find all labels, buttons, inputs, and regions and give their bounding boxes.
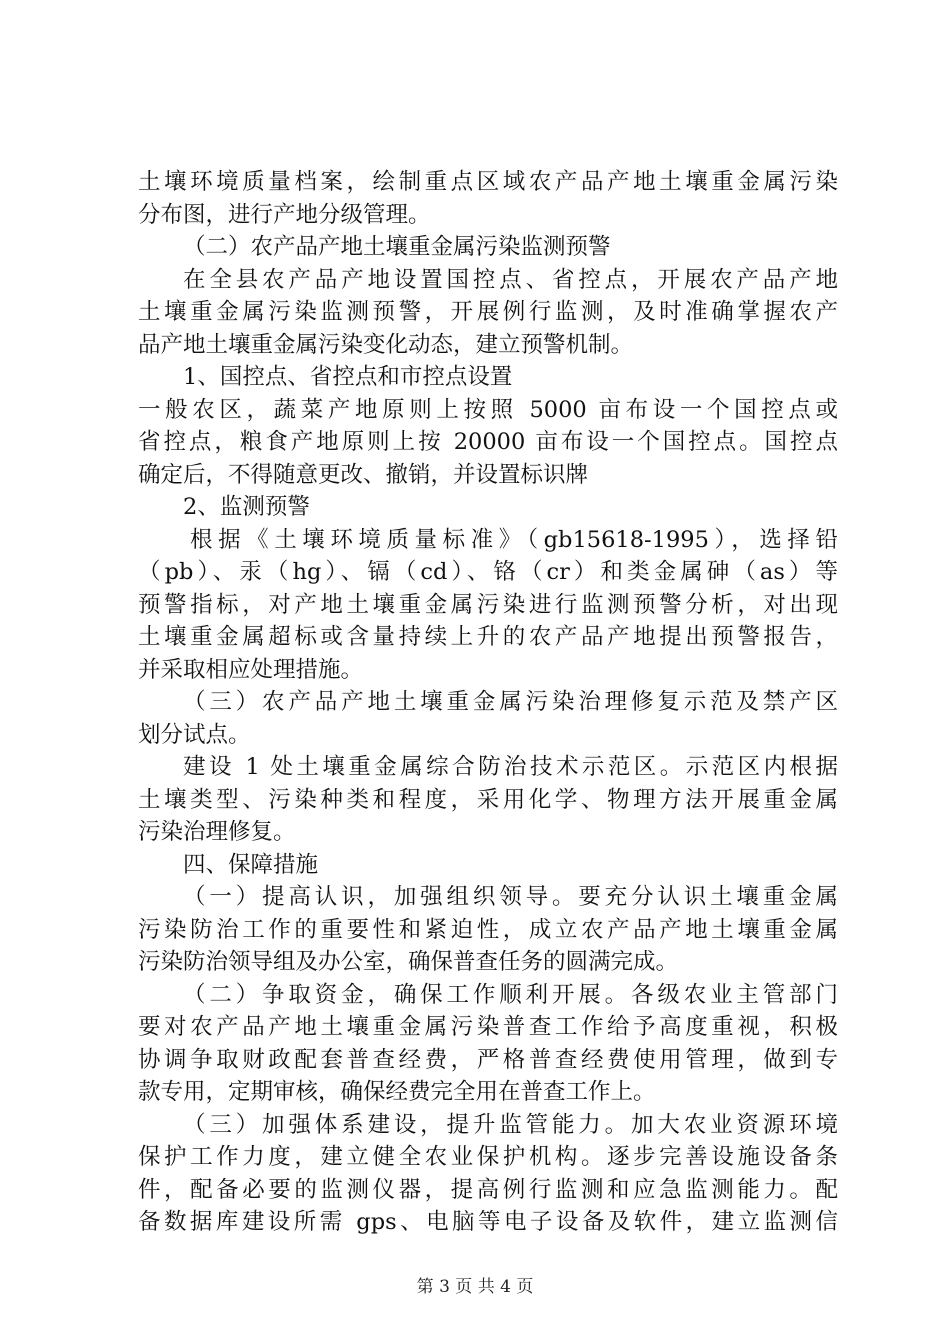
document-body [138, 166, 838, 1239]
text-line: 一般农区，蔬菜产地原则上按照 5000 亩布设一个国控点或 [138, 396, 838, 423]
text-line: 款专用，定期审核，确保经费完全用在普查工作上。 [138, 1079, 656, 1105]
text-line: 确定后，不得随意更改、撤销，并设置标识牌 [138, 461, 589, 488]
text-line: 协调争取财政配套普查经费，严格普查经费使用管理，做到专 [138, 1046, 838, 1073]
text-line: 2、监测预警 [183, 494, 310, 520]
text-line: 在全县农产品产地设置国控点、省控点，开展农产品产地 [183, 266, 838, 293]
text-line: （pb）、汞（hg）、镉（cd）、铬（cr）和类金属砷（as）等 [138, 559, 838, 585]
text-line: （一）提高认识，加强组织领导。要充分认识土壤重金属 [183, 884, 838, 910]
text-line: （三）加强体系建设，提升监管能力。加大农业资源环境 [183, 1111, 838, 1138]
text-line: 污染治理修复。 [138, 819, 296, 845]
text-line: 污染防治领导组及办公室，确保普查任务的圆满完成。 [138, 949, 679, 975]
text-line: 土壤重金属污染监测预警，开展例行监测，及时准确掌握农产 [138, 299, 838, 325]
text-line: 备数据库建设所需 gps、电脑等电子设备及软件，建立监测信 [138, 1209, 838, 1235]
text-line: 四、保障措施 [183, 851, 319, 878]
text-line: 土壤重金属超标或含量持续上升的农产品产地提出预警报告， [138, 624, 838, 650]
text-line: （二）农产品产地土壤重金属污染监测预警 [183, 234, 611, 260]
text-line: 污染防治工作的重要性和紧迫性，成立农产品产地土壤重金属 [138, 916, 838, 943]
text-line: （二）争取资金，确保工作顺利开展。各级农业主管部门 [183, 981, 838, 1008]
text-line: 省控点，粮食产地原则上按 20000 亩布设一个国控点。国控点 [138, 429, 838, 455]
text-line: 件，配备必要的监测仪器，提高例行监测和应急监测能力。配 [138, 1176, 838, 1203]
text-line: 要对农产品产地土壤重金属污染普查工作给予高度重视，积极 [138, 1014, 838, 1040]
page-footer: 第 3 页 共 4 页 [416, 1277, 534, 1297]
text-line: （三）农产品产地土壤重金属污染治理修复示范及禁产区 [183, 689, 838, 715]
text-line: 根据《土壤环境质量标准》（gb15618-1995），选择铅 [190, 526, 838, 553]
text-line: 品产地土壤重金属污染变化动态，建立预警机制。 [138, 331, 634, 358]
text-line: 保护工作力度，建立健全农业保护机构。逐步完善设施设备条 [138, 1144, 838, 1170]
text-line: 1、国控点、省控点和市控点设置 [183, 364, 513, 390]
text-line: 土壤环境质量档案，绘制重点区域农产品产地土壤重金属污染 [138, 169, 838, 195]
text-line: 建设 1 处土壤重金属综合防治技术示范区。示范区内根据 [183, 754, 838, 780]
text-line: 并采取相应处理措施。 [138, 656, 364, 683]
text-line: 土壤类型、污染种类和程度，采用化学、物理方法开展重金属 [138, 786, 838, 813]
text-line: 划分试点。 [138, 721, 251, 748]
text-line: 预警指标，对产地土壤重金属污染进行监测预警分析，对出现 [138, 591, 838, 618]
text-line: 分布图，进行产地分级管理。 [138, 201, 431, 228]
